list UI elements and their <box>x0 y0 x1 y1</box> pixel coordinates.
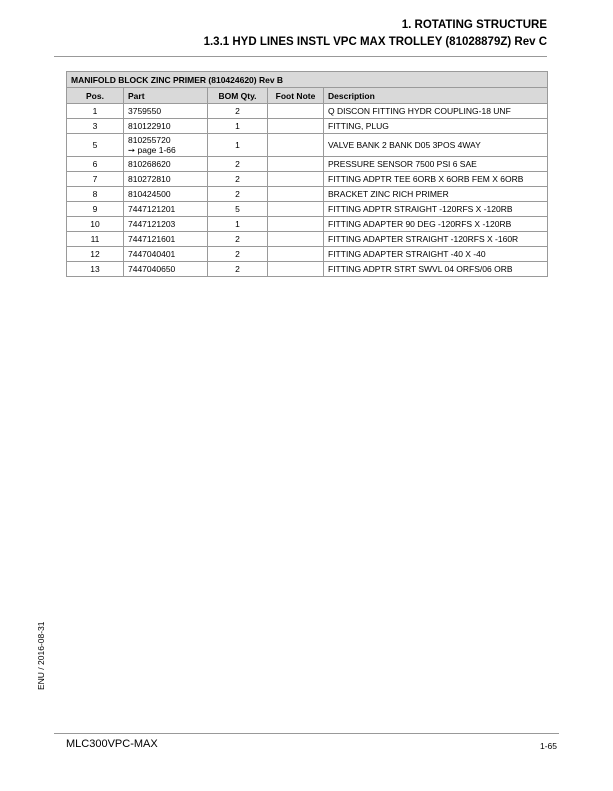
part-cell: 810424500 <box>124 187 208 202</box>
foot-note-cell <box>268 247 324 262</box>
pos-cell: 3 <box>67 119 124 134</box>
foot-note-cell <box>268 217 324 232</box>
table-row <box>67 247 548 262</box>
column-header-part: Part <box>124 88 208 104</box>
table-row <box>67 119 548 134</box>
foot-note-cell <box>268 232 324 247</box>
qty-cell: 2 <box>208 247 268 262</box>
part-cell: 810272810 <box>124 172 208 187</box>
part-cell: 810268620 <box>124 157 208 172</box>
header-divider <box>54 56 547 57</box>
document-date-stamp: ENU / 2016-08-31 <box>36 621 46 690</box>
column-header-foot-note: Foot Note <box>268 88 324 104</box>
table-row <box>67 157 548 172</box>
description-cell: FITTING, PLUG <box>324 119 548 134</box>
part-cell: 3759550 <box>124 104 208 119</box>
footer-model: MLC300VPC-MAX <box>66 738 158 750</box>
qty-cell: 2 <box>208 157 268 172</box>
foot-note-cell <box>268 119 324 134</box>
qty-cell: 2 <box>208 104 268 119</box>
pos-cell: 13 <box>67 262 124 277</box>
description-cell: FITTING ADPTR TEE 6ORB X 6ORB FEM X 6ORB <box>324 172 548 187</box>
qty-cell: 2 <box>208 172 268 187</box>
part-cell <box>124 134 208 157</box>
pos-cell: 7 <box>67 172 124 187</box>
foot-note-cell <box>268 262 324 277</box>
pos-cell: 1 <box>67 104 124 119</box>
pos-cell: 11 <box>67 232 124 247</box>
qty-cell: 5 <box>208 202 268 217</box>
description-cell: PRESSURE SENSOR 7500 PSI 6 SAE <box>324 157 548 172</box>
page-reference-link[interactable]: ➙ page 1-66 <box>128 145 176 155</box>
column-header-description: Description <box>324 88 548 104</box>
section-title: 1. ROTATING STRUCTURE <box>401 19 547 31</box>
foot-note-cell <box>268 134 324 157</box>
foot-note-cell <box>268 104 324 119</box>
foot-note-cell <box>268 157 324 172</box>
foot-note-cell <box>268 187 324 202</box>
pos-cell: 9 <box>67 202 124 217</box>
pos-cell: 5 <box>67 134 124 157</box>
description-cell: Q DISCON FITTING HYDR COUPLING-18 UNF <box>324 104 548 119</box>
footer-divider <box>54 733 559 734</box>
table-row <box>67 187 548 202</box>
pos-cell: 10 <box>67 217 124 232</box>
description-cell: FITTING ADAPTER STRAIGHT -40 X -40 <box>324 247 548 262</box>
column-header-bom-qty: BOM Qty. <box>208 88 268 104</box>
qty-cell: 1 <box>208 119 268 134</box>
table-row <box>67 217 548 232</box>
foot-note-cell <box>268 202 324 217</box>
part-cell: 7447040401 <box>124 247 208 262</box>
part-cell: 7447040650 <box>124 262 208 277</box>
qty-cell: 2 <box>208 232 268 247</box>
table-title: MANIFOLD BLOCK ZINC PRIMER (810424620) Rev B <box>67 72 548 88</box>
subsection-title: 1.3.1 HYD LINES INSTL VPC MAX TROLLEY (81028879Z) Rev C <box>203 36 547 48</box>
qty-cell: 2 <box>208 187 268 202</box>
part-cell: 7447121201 <box>124 202 208 217</box>
foot-note-cell <box>268 172 324 187</box>
part-number: 810255720 <box>128 135 171 145</box>
bom-table <box>66 71 548 277</box>
qty-cell: 1 <box>208 217 268 232</box>
description-cell: BRACKET ZINC RICH PRIMER <box>324 187 548 202</box>
part-cell: 7447121203 <box>124 217 208 232</box>
table-row <box>67 172 548 187</box>
pos-cell: 12 <box>67 247 124 262</box>
page-number: 1-65 <box>539 741 557 751</box>
table-row <box>67 104 548 119</box>
pos-cell: 6 <box>67 157 124 172</box>
pos-cell: 8 <box>67 187 124 202</box>
description-cell: FITTING ADPTR STRAIGHT -120RFS X -120RB <box>324 202 548 217</box>
table-row <box>67 202 548 217</box>
qty-cell: 2 <box>208 262 268 277</box>
description-cell: VALVE BANK 2 BANK D05 3POS 4WAY <box>324 134 548 157</box>
qty-cell: 1 <box>208 134 268 157</box>
column-header-pos: Pos. <box>67 88 124 104</box>
table-row <box>67 262 548 277</box>
part-cell: 7447121601 <box>124 232 208 247</box>
description-cell: FITTING ADAPTER 90 DEG -120RFS X -120RB <box>324 217 548 232</box>
description-cell: FITTING ADPTR STRT SWVL 04 ORFS/06 ORB <box>324 262 548 277</box>
description-cell: FITTING ADAPTER STRAIGHT -120RFS X -160R <box>324 232 548 247</box>
part-cell: 810122910 <box>124 119 208 134</box>
table-row <box>67 232 548 247</box>
table-row <box>67 134 548 157</box>
